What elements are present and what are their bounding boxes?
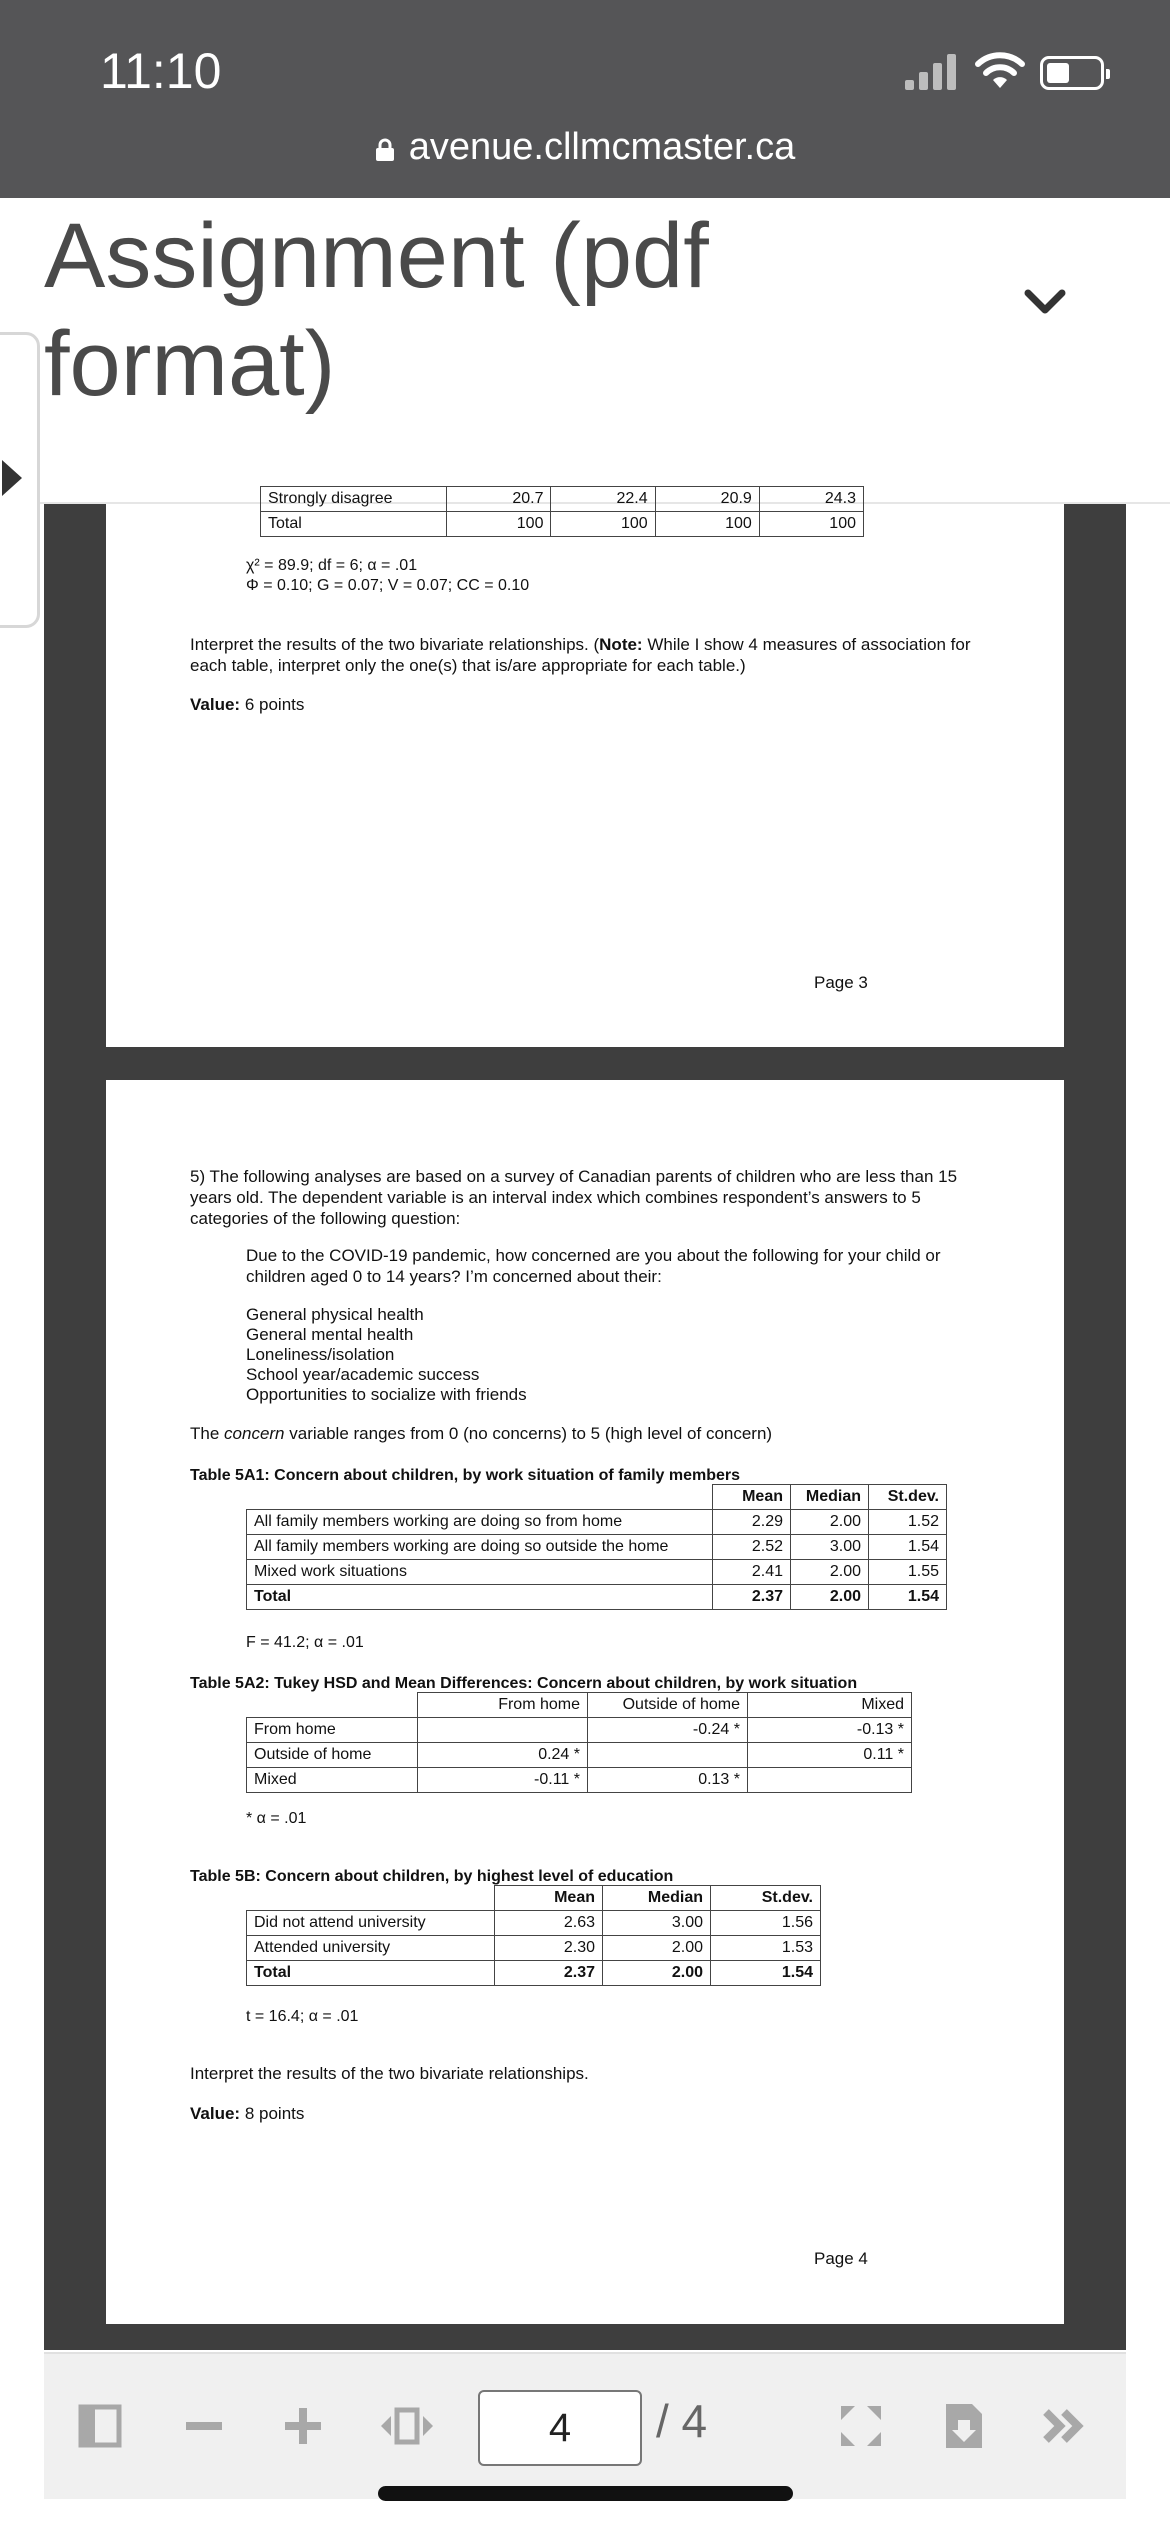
table-header: Outside of home [588,1693,748,1718]
instruction-text: Interpret the results of the two bivariate relationships. [190,2064,589,2083]
stats-line-1: χ² = 89.9; df = 6; α = .01 [246,557,418,574]
zoom-in-icon[interactable] [285,2408,321,2444]
table-5b [246,1885,821,1986]
pdf-viewer[interactable] [44,490,1126,2350]
table-header: From home [418,1693,588,1718]
table-row: Outside of home 0.24 * 0.11 * [247,1743,912,1768]
list-item: General mental health [246,1325,414,1344]
instruction-text: Interpret the results of the two bivariate relationships. (Note: While I show 4 measures of association for each table, interpret only the one(s) that is/are appropriate for each table.) [190,635,971,675]
table-cell: 100 [655,512,759,537]
table-cell: 20.9 [655,487,759,512]
table-row: Attended university 2.30 2.00 1.53 [247,1936,821,1961]
pdf-page-4 [106,1080,1064,2324]
chevron-down-icon[interactable] [1020,283,1070,323]
total-pages: / 4 [656,2395,708,2447]
more-tools-icon[interactable] [1042,2408,1086,2444]
fullscreen-icon[interactable] [839,2404,883,2448]
value-line: Value: 8 points [190,2104,305,2123]
battery-icon [1040,56,1104,90]
table-5a1 [246,1484,947,1610]
table-row: All family members working are doing so outside the home 2.52 3.00 1.54 [247,1535,947,1560]
table-cell: Total [261,512,447,537]
table-cell: 24.3 [759,487,863,512]
zoom-out-icon[interactable] [186,2420,222,2432]
cellular-signal-icon [905,52,957,90]
table-cell: 20.7 [447,487,551,512]
download-icon[interactable] [944,2402,984,2450]
table-5a2-note: * α = .01 [246,1810,307,1827]
pdf-page-3 [106,490,1064,1047]
table-header-row [247,1886,821,1911]
table-header: St.dev. [711,1886,821,1911]
stats-line-2: Φ = 0.10; G = 0.07; V = 0.07; CC = 0.10 [246,577,530,594]
range-text: The concern variable ranges from 0 (no concerns) to 5 (high level of concern) [190,1424,773,1443]
table-4-continued [260,486,864,537]
table-header-row [247,1485,947,1510]
fit-width-icon[interactable] [379,2406,435,2446]
table-header: Median [791,1485,869,1510]
table-5a1-note: F = 41.2; α = .01 [246,1634,364,1651]
page-number: Page 4 [814,2249,868,2268]
table-5b-note: t = 16.4; α = .01 [246,2008,359,2025]
content-header [0,198,1170,504]
list-item: General physical health [246,1305,424,1324]
sidebar-toggle-icon[interactable] [78,2404,122,2448]
table-cell: 22.4 [551,487,655,512]
table-row: Did not attend university 2.63 3.00 1.56 [247,1911,821,1936]
table-row: All family members working are doing so from home 2.29 2.00 1.52 [247,1510,947,1535]
list-item: Loneliness/isolation [246,1345,395,1364]
survey-question: Due to the COVID-19 pandemic, how concerned are you about the following for your child or children aged 0 to 14 years? I’m concerned about their: [246,1246,941,1286]
wifi-icon [975,50,1025,90]
url-text: avenue.cllmcmaster.ca [408,126,796,168]
page-title: Assignment (pdf format) [44,205,709,415]
clock: 11:10 [100,43,222,99]
list-item: Opportunities to socialize with friends [246,1385,527,1404]
table-header: Mean [495,1886,603,1911]
table-5b-title: Table 5B: Concern about children, by highest level of education [190,1868,674,1885]
list-item: School year/academic success [246,1365,480,1384]
table-row [261,487,864,512]
status-bar [0,0,1170,198]
pdf-toolbar [44,2352,1126,2499]
table-header: Median [603,1886,711,1911]
table-cell: 100 [551,512,655,537]
lock-icon [375,139,395,161]
page-number-input[interactable]: 4 [478,2390,642,2466]
expand-triangle-icon[interactable] [2,460,22,496]
table-cell: Strongly disagree [261,487,447,512]
home-indicator[interactable] [378,2486,793,2501]
table-row: Mixed -0.11 * 0.13 * [247,1768,912,1793]
table-header: Mean [713,1485,791,1510]
table-header-row [247,1693,912,1718]
table-row: Total 2.37 2.00 1.54 [247,1961,821,1986]
page-number: Page 3 [814,973,868,992]
question-5-intro: 5) The following analyses are based on a survey of Canadian parents of children who are less than 15 years old. The dependent variable is an interval index which combines respondent’s answers to 5 categories of the following question: [190,1167,958,1228]
item-list [246,1305,1036,1405]
table-5a2-title: Table 5A2: Tukey HSD and Mean Differences: Concern about children, by work situation [190,1675,858,1692]
address-bar[interactable] [0,126,1170,169]
table-cell: 100 [447,512,551,537]
table-row [261,512,864,537]
value-line: Value: 6 points [190,695,305,714]
table-header: St.dev. [869,1485,947,1510]
table-5a1-title: Table 5A1: Concern about children, by work situation of family members [190,1467,741,1484]
table-row: Total 2.37 2.00 1.54 [247,1585,947,1610]
table-header: Mixed [748,1693,912,1718]
table-row: From home -0.24 * -0.13 * [247,1718,912,1743]
table-row: Mixed work situations 2.41 2.00 1.55 [247,1560,947,1585]
table-cell: 100 [759,512,863,537]
table-5a2 [246,1692,912,1793]
